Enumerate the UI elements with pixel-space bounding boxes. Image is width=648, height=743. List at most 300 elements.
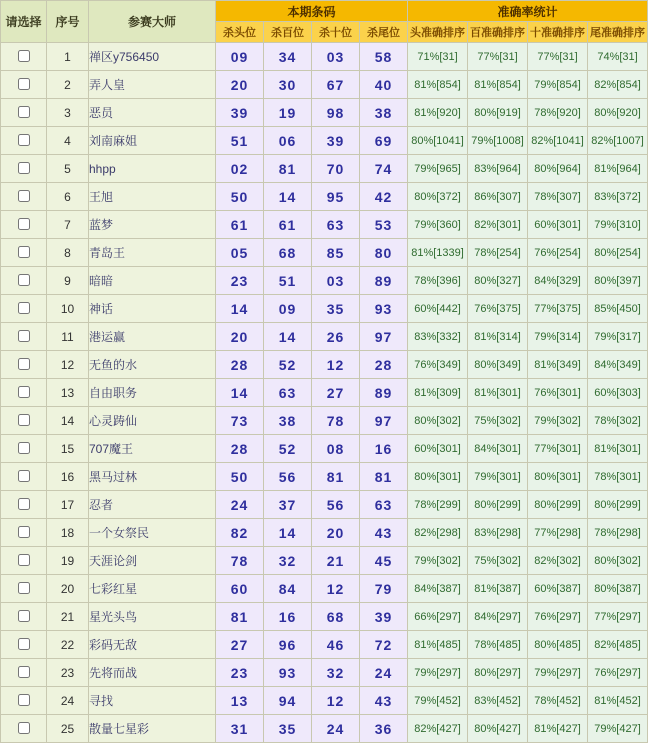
row-code-2: 70 xyxy=(312,155,360,183)
row-stat-1: 84%[297] xyxy=(468,603,528,631)
row-select-cell[interactable] xyxy=(1,463,47,491)
header-select: 请选择 xyxy=(1,1,47,43)
row-stat-1: 80%[919] xyxy=(468,99,528,127)
row-stat-0: 83%[332] xyxy=(408,323,468,351)
row-code-2: 12 xyxy=(312,687,360,715)
table-row xyxy=(1,575,648,603)
table-row xyxy=(1,547,648,575)
row-checkbox[interactable] xyxy=(18,78,30,90)
row-stat-1: 83%[452] xyxy=(468,687,528,715)
row-code-0: 81 xyxy=(216,603,264,631)
row-code-2: 12 xyxy=(312,351,360,379)
row-stat-1: 82%[301] xyxy=(468,211,528,239)
row-stat-3: 80%[387] xyxy=(588,575,648,603)
row-stat-0: 60%[442] xyxy=(408,295,468,323)
row-stat-2: 81%[427] xyxy=(528,715,588,743)
row-code-1: 68 xyxy=(264,239,312,267)
row-code-0: 60 xyxy=(216,575,264,603)
row-code-2: 85 xyxy=(312,239,360,267)
row-code-0: 82 xyxy=(216,519,264,547)
row-seq: 22 xyxy=(47,631,89,659)
table-body xyxy=(1,43,648,743)
row-master[interactable]: 黑马过林 xyxy=(89,463,216,491)
row-stat-0: 82%[298] xyxy=(408,519,468,547)
row-stat-3: 81%[964] xyxy=(588,155,648,183)
row-stat-1: 76%[375] xyxy=(468,295,528,323)
row-checkbox[interactable] xyxy=(18,470,30,482)
row-code-0: 20 xyxy=(216,323,264,351)
row-code-1: 14 xyxy=(264,323,312,351)
row-code-1: 34 xyxy=(264,43,312,71)
row-code-2: 03 xyxy=(312,267,360,295)
row-select-cell[interactable] xyxy=(1,183,47,211)
header-stat-1: 百准确排序 xyxy=(468,22,528,43)
row-stat-2: 78%[920] xyxy=(528,99,588,127)
row-stat-2: 82%[1041] xyxy=(528,127,588,155)
row-checkbox[interactable] xyxy=(18,442,30,454)
table-row xyxy=(1,491,648,519)
row-seq: 16 xyxy=(47,463,89,491)
row-code-0: 05 xyxy=(216,239,264,267)
row-code-0: 61 xyxy=(216,211,264,239)
row-code-0: 31 xyxy=(216,715,264,743)
row-code-2: 95 xyxy=(312,183,360,211)
row-code-0: 09 xyxy=(216,43,264,71)
table-row xyxy=(1,435,648,463)
row-stat-3: 79%[317] xyxy=(588,323,648,351)
row-code-3: 80 xyxy=(360,239,408,267)
row-code-2: 56 xyxy=(312,491,360,519)
table-row xyxy=(1,463,648,491)
row-stat-1: 75%[302] xyxy=(468,547,528,575)
row-stat-1: 78%[254] xyxy=(468,239,528,267)
row-code-3: 43 xyxy=(360,519,408,547)
row-checkbox[interactable] xyxy=(18,638,30,650)
row-master[interactable]: 707魔王 xyxy=(89,435,216,463)
row-stat-3: 82%[1007] xyxy=(588,127,648,155)
row-code-1: 37 xyxy=(264,491,312,519)
row-stat-0: 66%[297] xyxy=(408,603,468,631)
row-select-cell[interactable] xyxy=(1,491,47,519)
row-stat-2: 79%[297] xyxy=(528,659,588,687)
row-code-2: 98 xyxy=(312,99,360,127)
row-checkbox[interactable] xyxy=(18,274,30,286)
row-stat-0: 82%[427] xyxy=(408,715,468,743)
row-stat-0: 81%[485] xyxy=(408,631,468,659)
row-select-cell[interactable] xyxy=(1,295,47,323)
row-stat-2: 80%[301] xyxy=(528,463,588,491)
row-checkbox[interactable] xyxy=(18,106,30,118)
row-stat-0: 81%[1339] xyxy=(408,239,468,267)
row-master[interactable]: 青岛王 xyxy=(89,239,216,267)
row-code-3: 24 xyxy=(360,659,408,687)
row-code-0: 14 xyxy=(216,295,264,323)
row-stat-1: 80%[297] xyxy=(468,659,528,687)
row-stat-3: 76%[297] xyxy=(588,659,648,687)
row-checkbox[interactable] xyxy=(18,386,30,398)
row-code-2: 20 xyxy=(312,519,360,547)
row-code-0: 14 xyxy=(216,379,264,407)
row-stat-3: 81%[452] xyxy=(588,687,648,715)
row-code-2: 24 xyxy=(312,715,360,743)
row-master[interactable]: 弄人皇 xyxy=(89,71,216,99)
row-select-cell[interactable] xyxy=(1,659,47,687)
row-select-cell[interactable] xyxy=(1,155,47,183)
row-master[interactable]: 刘南麻姐 xyxy=(89,127,216,155)
row-master[interactable]: 七彩红星 xyxy=(89,575,216,603)
row-code-1: 35 xyxy=(264,715,312,743)
row-select-cell[interactable] xyxy=(1,323,47,351)
row-code-1: 32 xyxy=(264,547,312,575)
row-stat-0: 78%[299] xyxy=(408,491,468,519)
row-stat-0: 81%[854] xyxy=(408,71,468,99)
row-code-3: 40 xyxy=(360,71,408,99)
table-row xyxy=(1,267,648,295)
row-stat-3: 80%[920] xyxy=(588,99,648,127)
row-stat-1: 84%[301] xyxy=(468,435,528,463)
row-checkbox[interactable] xyxy=(18,302,30,314)
row-seq: 8 xyxy=(47,239,89,267)
row-code-1: 52 xyxy=(264,351,312,379)
row-stat-2: 76%[297] xyxy=(528,603,588,631)
row-code-1: 51 xyxy=(264,267,312,295)
row-stat-3: 84%[349] xyxy=(588,351,648,379)
row-checkbox[interactable] xyxy=(18,722,30,734)
table-row xyxy=(1,295,648,323)
row-code-2: 21 xyxy=(312,547,360,575)
row-code-1: 30 xyxy=(264,71,312,99)
row-stat-0: 80%[301] xyxy=(408,463,468,491)
row-stat-2: 77%[375] xyxy=(528,295,588,323)
row-code-3: 53 xyxy=(360,211,408,239)
row-code-1: 96 xyxy=(264,631,312,659)
row-code-2: 32 xyxy=(312,659,360,687)
row-code-3: 16 xyxy=(360,435,408,463)
row-code-3: 72 xyxy=(360,631,408,659)
row-code-3: 81 xyxy=(360,463,408,491)
row-select-cell[interactable] xyxy=(1,687,47,715)
row-stat-3: 78%[301] xyxy=(588,463,648,491)
header-master: 参赛大师 xyxy=(89,1,216,43)
row-code-0: 20 xyxy=(216,71,264,99)
row-select-cell[interactable] xyxy=(1,127,47,155)
row-select-cell[interactable] xyxy=(1,435,47,463)
row-stat-3: 80%[302] xyxy=(588,547,648,575)
header-code-2: 杀十位 xyxy=(312,22,360,43)
row-stat-0: 79%[360] xyxy=(408,211,468,239)
row-code-3: 79 xyxy=(360,575,408,603)
table-row xyxy=(1,71,648,99)
row-code-0: 73 xyxy=(216,407,264,435)
row-select-cell[interactable] xyxy=(1,603,47,631)
row-checkbox[interactable] xyxy=(18,666,30,678)
row-code-1: 81 xyxy=(264,155,312,183)
row-select-cell[interactable] xyxy=(1,71,47,99)
row-code-3: 38 xyxy=(360,99,408,127)
table-row xyxy=(1,379,648,407)
row-master[interactable]: 天涯论剑 xyxy=(89,547,216,575)
row-code-1: 56 xyxy=(264,463,312,491)
row-stat-3: 80%[397] xyxy=(588,267,648,295)
table-row xyxy=(1,211,648,239)
row-master[interactable]: 彩码无敌 xyxy=(89,631,216,659)
header-code-1: 杀百位 xyxy=(264,22,312,43)
row-seq: 3 xyxy=(47,99,89,127)
header-code-group: 本期条码 xyxy=(216,1,408,22)
row-stat-3: 81%[301] xyxy=(588,435,648,463)
row-code-2: 12 xyxy=(312,575,360,603)
row-stat-2: 76%[254] xyxy=(528,239,588,267)
row-code-1: 38 xyxy=(264,407,312,435)
row-stat-0: 76%[349] xyxy=(408,351,468,379)
header-stat-2: 十准确排序 xyxy=(528,22,588,43)
row-code-0: 13 xyxy=(216,687,264,715)
table-row xyxy=(1,99,648,127)
row-checkbox[interactable] xyxy=(18,498,30,510)
row-master[interactable]: 一个女祭民 xyxy=(89,519,216,547)
row-select-cell[interactable] xyxy=(1,267,47,295)
row-code-0: 23 xyxy=(216,267,264,295)
row-select-cell[interactable] xyxy=(1,407,47,435)
row-select-cell[interactable] xyxy=(1,99,47,127)
row-code-3: 39 xyxy=(360,603,408,631)
row-code-1: 19 xyxy=(264,99,312,127)
row-select-cell[interactable] xyxy=(1,575,47,603)
row-stat-3: 83%[372] xyxy=(588,183,648,211)
row-seq: 17 xyxy=(47,491,89,519)
row-checkbox[interactable] xyxy=(18,218,30,230)
row-stat-2: 80%[299] xyxy=(528,491,588,519)
row-stat-1: 80%[327] xyxy=(468,267,528,295)
row-stat-0: 60%[301] xyxy=(408,435,468,463)
row-stat-2: 77%[31] xyxy=(528,43,588,71)
row-code-2: 63 xyxy=(312,211,360,239)
row-stat-1: 81%[314] xyxy=(468,323,528,351)
row-stat-0: 84%[387] xyxy=(408,575,468,603)
row-select-cell[interactable] xyxy=(1,211,47,239)
row-stat-1: 81%[387] xyxy=(468,575,528,603)
row-master[interactable]: 寻找 xyxy=(89,687,216,715)
row-master[interactable]: 先将而战 xyxy=(89,659,216,687)
row-code-1: 93 xyxy=(264,659,312,687)
table-row xyxy=(1,687,648,715)
row-code-3: 45 xyxy=(360,547,408,575)
table-row xyxy=(1,715,648,743)
row-seq: 18 xyxy=(47,519,89,547)
row-checkbox[interactable] xyxy=(18,582,30,594)
row-code-1: 94 xyxy=(264,687,312,715)
row-stat-1: 83%[964] xyxy=(468,155,528,183)
row-code-0: 51 xyxy=(216,127,264,155)
row-seq: 24 xyxy=(47,687,89,715)
row-stat-1: 80%[427] xyxy=(468,715,528,743)
row-checkbox[interactable] xyxy=(18,134,30,146)
table-row xyxy=(1,127,648,155)
table-row xyxy=(1,407,648,435)
row-master[interactable]: 神话 xyxy=(89,295,216,323)
row-code-2: 67 xyxy=(312,71,360,99)
row-master[interactable]: 忍者 xyxy=(89,491,216,519)
row-seq: 2 xyxy=(47,71,89,99)
row-code-2: 68 xyxy=(312,603,360,631)
row-master[interactable]: hhpp xyxy=(89,155,216,183)
row-code-2: 26 xyxy=(312,323,360,351)
row-master[interactable]: 港运赢 xyxy=(89,323,216,351)
row-stat-3: 78%[298] xyxy=(588,519,648,547)
row-stat-1: 80%[299] xyxy=(468,491,528,519)
row-code-3: 93 xyxy=(360,295,408,323)
row-checkbox[interactable] xyxy=(18,190,30,202)
row-stat-1: 80%[349] xyxy=(468,351,528,379)
row-checkbox[interactable] xyxy=(18,414,30,426)
row-code-2: 81 xyxy=(312,463,360,491)
row-select-cell[interactable] xyxy=(1,631,47,659)
row-checkbox[interactable] xyxy=(18,554,30,566)
row-master[interactable]: 蓝梦 xyxy=(89,211,216,239)
row-code-0: 28 xyxy=(216,351,264,379)
row-stat-0: 78%[396] xyxy=(408,267,468,295)
row-stat-1: 77%[31] xyxy=(468,43,528,71)
row-select-cell[interactable] xyxy=(1,43,47,71)
row-stat-2: 79%[314] xyxy=(528,323,588,351)
row-code-1: 84 xyxy=(264,575,312,603)
row-code-1: 09 xyxy=(264,295,312,323)
row-stat-2: 76%[301] xyxy=(528,379,588,407)
row-code-3: 28 xyxy=(360,351,408,379)
table-row xyxy=(1,43,648,71)
header-stat-group: 准确率统计 xyxy=(408,1,648,22)
row-seq: 5 xyxy=(47,155,89,183)
row-code-0: 23 xyxy=(216,659,264,687)
row-stat-0: 80%[1041] xyxy=(408,127,468,155)
row-checkbox[interactable] xyxy=(18,358,30,370)
row-stat-1: 79%[1008] xyxy=(468,127,528,155)
row-stat-3: 78%[302] xyxy=(588,407,648,435)
row-stat-2: 79%[854] xyxy=(528,71,588,99)
table-row xyxy=(1,183,648,211)
row-code-1: 16 xyxy=(264,603,312,631)
row-checkbox[interactable] xyxy=(18,330,30,342)
row-checkbox[interactable] xyxy=(18,162,30,174)
row-code-3: 97 xyxy=(360,323,408,351)
row-code-1: 63 xyxy=(264,379,312,407)
row-seq: 9 xyxy=(47,267,89,295)
table-row xyxy=(1,239,648,267)
row-select-cell[interactable] xyxy=(1,239,47,267)
row-code-3: 97 xyxy=(360,407,408,435)
row-stat-1: 78%[485] xyxy=(468,631,528,659)
row-master[interactable]: 自由职务 xyxy=(89,379,216,407)
row-seq: 23 xyxy=(47,659,89,687)
row-seq: 14 xyxy=(47,407,89,435)
row-stat-2: 78%[452] xyxy=(528,687,588,715)
row-code-1: 61 xyxy=(264,211,312,239)
row-seq: 1 xyxy=(47,43,89,71)
row-code-2: 39 xyxy=(312,127,360,155)
row-seq: 19 xyxy=(47,547,89,575)
row-stat-3: 85%[450] xyxy=(588,295,648,323)
row-checkbox[interactable] xyxy=(18,50,30,62)
row-select-cell[interactable] xyxy=(1,715,47,743)
row-code-0: 39 xyxy=(216,99,264,127)
row-checkbox[interactable] xyxy=(18,526,30,538)
row-seq: 12 xyxy=(47,351,89,379)
row-code-2: 27 xyxy=(312,379,360,407)
row-master[interactable]: 王旭 xyxy=(89,183,216,211)
table-row xyxy=(1,659,648,687)
row-select-cell[interactable] xyxy=(1,351,47,379)
row-stat-3: 60%[303] xyxy=(588,379,648,407)
row-master[interactable]: 散量七星彩 xyxy=(89,715,216,743)
row-select-cell[interactable] xyxy=(1,379,47,407)
row-code-0: 24 xyxy=(216,491,264,519)
row-master[interactable]: 无鱼的水 xyxy=(89,351,216,379)
row-code-3: 42 xyxy=(360,183,408,211)
table-row xyxy=(1,631,648,659)
row-seq: 20 xyxy=(47,575,89,603)
row-select-cell[interactable] xyxy=(1,547,47,575)
row-master[interactable]: 星光头鸟 xyxy=(89,603,216,631)
row-seq: 25 xyxy=(47,715,89,743)
row-checkbox[interactable] xyxy=(18,610,30,622)
row-stat-0: 81%[309] xyxy=(408,379,468,407)
row-code-0: 02 xyxy=(216,155,264,183)
row-stat-0: 81%[920] xyxy=(408,99,468,127)
row-seq: 13 xyxy=(47,379,89,407)
row-stat-3: 74%[31] xyxy=(588,43,648,71)
row-code-3: 69 xyxy=(360,127,408,155)
row-stat-3: 82%[485] xyxy=(588,631,648,659)
row-seq: 4 xyxy=(47,127,89,155)
row-stat-2: 77%[301] xyxy=(528,435,588,463)
row-seq: 7 xyxy=(47,211,89,239)
row-master[interactable]: 心灵踌仙 xyxy=(89,407,216,435)
row-stat-1: 75%[302] xyxy=(468,407,528,435)
row-seq: 10 xyxy=(47,295,89,323)
row-stat-2: 79%[302] xyxy=(528,407,588,435)
row-stat-0: 79%[965] xyxy=(408,155,468,183)
row-select-cell[interactable] xyxy=(1,519,47,547)
row-master[interactable]: 禅区y756450 xyxy=(89,43,216,71)
row-stat-1: 83%[298] xyxy=(468,519,528,547)
row-code-1: 14 xyxy=(264,183,312,211)
row-stat-2: 82%[302] xyxy=(528,547,588,575)
row-code-0: 50 xyxy=(216,183,264,211)
row-stat-0: 80%[302] xyxy=(408,407,468,435)
row-seq: 11 xyxy=(47,323,89,351)
row-checkbox[interactable] xyxy=(18,246,30,258)
row-stat-0: 79%[452] xyxy=(408,687,468,715)
row-master[interactable]: 恶员 xyxy=(89,99,216,127)
row-stat-2: 78%[307] xyxy=(528,183,588,211)
row-code-1: 14 xyxy=(264,519,312,547)
row-master[interactable]: 暗暗 xyxy=(89,267,216,295)
row-checkbox[interactable] xyxy=(18,694,30,706)
row-stat-0: 79%[297] xyxy=(408,659,468,687)
row-stat-3: 77%[297] xyxy=(588,603,648,631)
row-code-3: 74 xyxy=(360,155,408,183)
row-stat-3: 79%[427] xyxy=(588,715,648,743)
row-seq: 21 xyxy=(47,603,89,631)
row-stat-3: 80%[299] xyxy=(588,491,648,519)
header-stat-3: 尾准确排序 xyxy=(588,22,648,43)
row-stat-3: 79%[310] xyxy=(588,211,648,239)
row-stat-2: 60%[301] xyxy=(528,211,588,239)
row-code-3: 89 xyxy=(360,379,408,407)
row-stat-3: 80%[254] xyxy=(588,239,648,267)
header-stat-0: 头准确排序 xyxy=(408,22,468,43)
row-stat-0: 80%[372] xyxy=(408,183,468,211)
